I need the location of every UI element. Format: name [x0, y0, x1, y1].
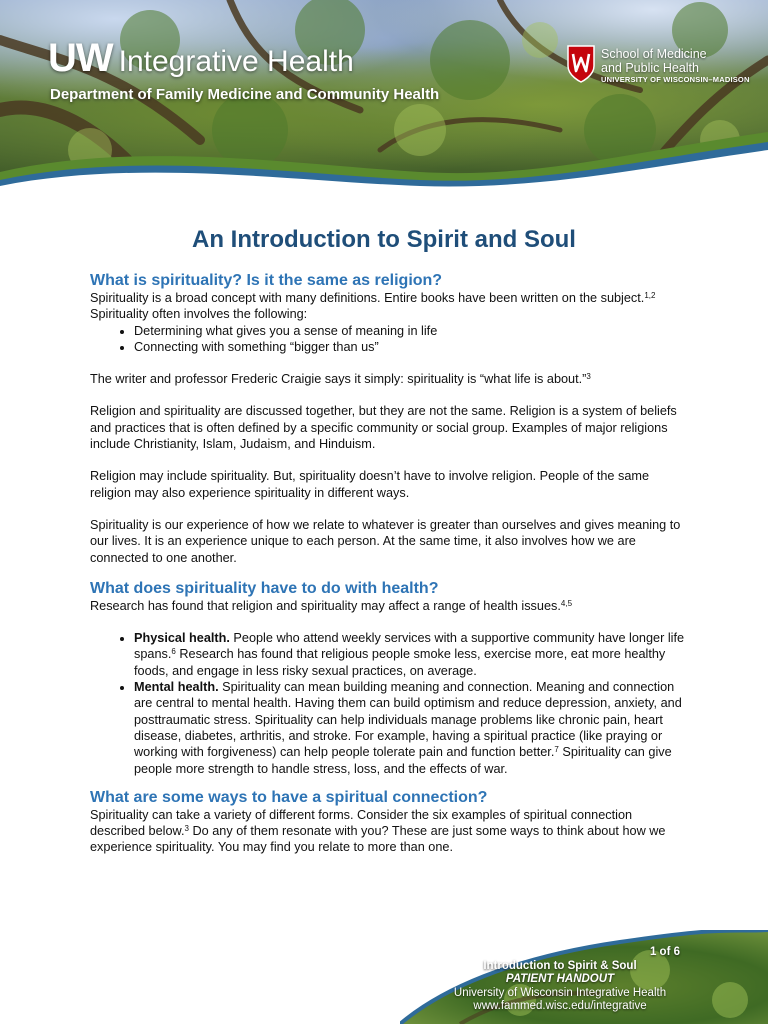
text-span: The writer and professor Frederic Craigie says it simply: spirituality is “what life is about.” — [90, 372, 587, 387]
text-span: Spirituality often involves the following: — [90, 307, 308, 322]
footer-subtitle: PATIENT HANDOUT — [505, 973, 615, 985]
citation: 4,5 — [560, 598, 573, 608]
section-heading-spirituality: What is spirituality? Is it the same as religion? — [90, 272, 443, 289]
paragraph-health-intro — [90, 598, 690, 614]
footer-url: www.fammed.wisc.edu/integrative — [473, 1000, 647, 1012]
school-of-medicine-logo — [601, 47, 750, 84]
text-span: Do any of them resonate with you? These are just some ways to think about how we experience spirituality. You may find you relate to more than one. — [90, 824, 666, 855]
paragraph-intro — [90, 290, 690, 323]
text-span: People who attend weekly services with a supportive community have longer life spans. — [134, 631, 685, 662]
header-banner — [0, 0, 768, 190]
bullet-list — [90, 323, 690, 356]
paragraph-experience: Spirituality is our experience of how we relate to whatever is greater than ourselves and gives meaning to our lives. It is an experience unique to each person. At the same time, it also involves how we are connected to one another. — [90, 517, 681, 565]
paragraph-religion-definition: Religion and spirituality are discussed together, but they are not the same. Religion is a system of beliefs and practices that is often defined by a specific community or social group. Examples of major religions include Christianity, Islam, Judaism, and Hinduism. — [90, 404, 677, 452]
citation: 3 — [184, 824, 189, 834]
text-span: Research has found that religion and spirituality may affect a range of health issues. — [90, 598, 561, 613]
paragraph-connection — [90, 807, 690, 856]
footer-title: Introduction to Spirit & Soul — [483, 959, 637, 972]
list-item: • Determining what gives you a sense of meaning in life — [134, 323, 690, 339]
citation: 7 — [554, 745, 559, 755]
section-heading-connection: What are some ways to have a spiritual connection? — [90, 788, 488, 806]
document-title: An Introduction to Spirit and Soul — [192, 226, 576, 253]
uw-crest-icon — [566, 44, 596, 84]
paragraph-religion-spirituality: Religion may include spirituality. But, spirituality doesn’t have to involve religion. People of the same religion may also experience spirituality in different ways. — [90, 469, 650, 500]
university-name: UNIVERSITY OF WISCONSIN–MADISON — [601, 75, 750, 84]
text-span: Research has found that religious people smoke less, exercise more, eat more healthy foods, and engage in less risky sexual practices, on average. — [134, 647, 666, 678]
school-line-2: and Public Health — [601, 61, 699, 75]
department-name: Department of Family Medicine and Community Health — [50, 86, 440, 103]
list-item: • Connecting with something “bigger than us” — [134, 339, 690, 355]
page-number: 1 of 6 — [649, 946, 680, 958]
document-body — [90, 226, 690, 856]
citation: 1,2 — [644, 291, 656, 300]
brand-title — [48, 36, 354, 81]
school-line-1: School of Medicine — [601, 47, 707, 61]
brand-uw: UW — [48, 36, 113, 80]
footer-info — [440, 946, 680, 1014]
brand-integrative-health: Integrative Health — [118, 45, 354, 78]
list-item-physical-health — [134, 630, 690, 679]
paragraph-craigie — [90, 371, 690, 387]
citation: 3 — [586, 372, 591, 382]
footer-org: University of Wisconsin Integrative Health — [453, 986, 667, 999]
text-span: Spirituality can take a variety of different forms. Consider the six examples of spiritual connection described below. — [90, 807, 633, 839]
bold-label: Physical health. — [134, 631, 230, 646]
bold-label: Mental health. — [134, 680, 219, 695]
section-heading-health: What does spirituality have to do with health? — [90, 579, 439, 597]
text-span: Spirituality is a broad concept with many definitions. Entire books have been written on the subject. — [90, 291, 645, 305]
text-span: Spirituality can give people more strength to handle stress, loss, and the effects of war. — [134, 745, 672, 776]
text-span: Spirituality can mean building meaning and connection. Meaning and connection are central to mental health. Having them can build optimism and reduce depression, anxiety, and posttraumatic stress. Spirituality can help individuals manage problems like chronic pain, heart disease, diabetes, arthritis, and stroke. For example, having a spiritual practice (like praying or working with forgiveness) can help people tolerate pain and function better. — [134, 680, 682, 760]
list-item-mental-health — [134, 679, 690, 777]
citation: 6 — [171, 647, 176, 657]
health-bullet-list — [90, 630, 690, 777]
